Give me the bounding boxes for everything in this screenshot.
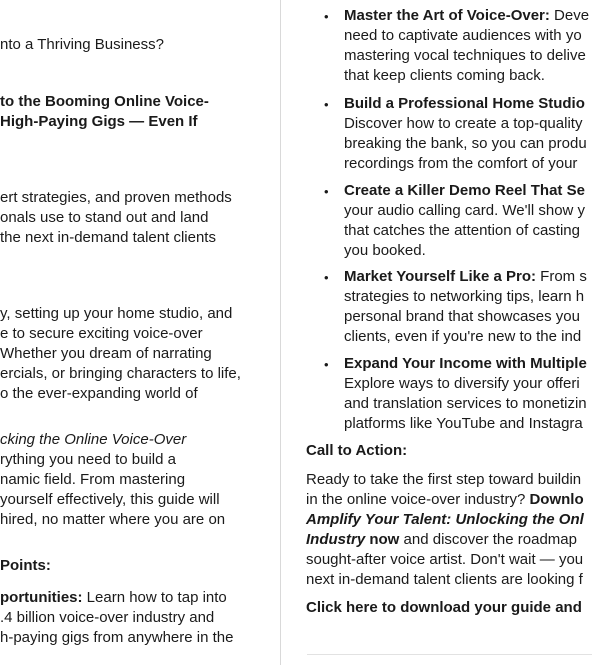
text-line: platforms like YouTube and Instagra <box>344 415 583 432</box>
text-line: o the ever-expanding world of <box>0 385 198 402</box>
text-line: recordings from the comfort of your <box>344 155 578 172</box>
book-title-run: Industry <box>306 531 366 548</box>
book-title-line: Amplify Your Talent: Unlocking the Onl <box>306 511 584 528</box>
text-line <box>0 588 227 608</box>
text-line: Whether you dream of narrating <box>0 345 212 362</box>
text-line: that catches the attention of casting <box>344 222 580 239</box>
text-line: e to secure exciting voice-over <box>0 325 203 342</box>
bullet-dot: • <box>324 184 329 199</box>
text-line: hired, no matter where you are on <box>0 511 226 528</box>
bold-lead: portunities: <box>0 589 83 606</box>
download-emphasis: Downlo <box>529 491 584 508</box>
text-line: and translation services to monetizin <box>344 395 587 412</box>
text-line: y, setting up your home studio, and <box>0 305 233 322</box>
text-line: need to captivate audiences with yo <box>344 27 582 44</box>
bullet-title: Build a Professional Home Studio <box>344 95 585 112</box>
text-line: h-paying gigs from anywhere in the <box>0 629 234 646</box>
text-line: yourself effectively, this guide will <box>0 491 220 508</box>
text-line: clients, even if you're new to the ind <box>344 328 582 345</box>
heading-line: High-Paying Gigs — Even If <box>0 113 198 130</box>
text-line: next in-demand talent clients are looking f <box>306 571 583 588</box>
text-line <box>306 490 584 510</box>
text-line: strategies to networking tips, learn h <box>344 288 585 305</box>
text-line: Ready to take the first step toward buildin <box>306 471 582 488</box>
text-line: .4 billion voice-over industry and <box>0 609 215 626</box>
bullet-title: Create a Killer Demo Reel That Se <box>344 182 585 199</box>
text-run: and discover the roadmap <box>399 531 577 548</box>
text-line: namic field. From mastering <box>0 471 186 488</box>
bullet-item-line <box>344 6 589 26</box>
text-line: sought-after voice artist. Don't wait — you <box>306 551 584 568</box>
bullet-title: Master the Art of Voice-Over: <box>344 7 550 24</box>
text-line: Explore ways to diversify your offeri <box>344 375 580 392</box>
text-run: in the online voice-over industry? <box>306 491 530 508</box>
bullet-title: Expand Your Income with Multiple <box>344 355 587 372</box>
text-run: From s <box>536 268 587 285</box>
text-line: ert strategies, and proven methods <box>0 189 232 206</box>
now-emphasis: now <box>365 531 400 548</box>
download-link[interactable]: Click here to download your guide and <box>306 599 582 616</box>
bullet-dot: • <box>324 97 329 112</box>
text-line: ercials, or bringing characters to life, <box>0 365 241 382</box>
text-line: mastering vocal techniques to delive <box>344 47 586 64</box>
bullet-item-line <box>344 267 587 287</box>
cta-heading: Call to Action: <box>306 442 408 459</box>
text-line: nto a Thriving Business? <box>0 36 164 53</box>
text-line <box>306 530 577 550</box>
bullet-title: Market Yourself Like a Pro: <box>344 268 537 285</box>
text-line: personal brand that showcases you <box>344 308 580 325</box>
text-line: you booked. <box>344 242 426 259</box>
right-column <box>280 0 592 665</box>
divider <box>307 654 592 655</box>
text-run: Learn how to tap into <box>82 589 227 606</box>
bullet-dot: • <box>324 270 329 285</box>
text-line: the next in-demand talent clients <box>0 229 216 246</box>
bullet-dot: • <box>324 9 329 24</box>
text-line: onals use to stand out and land <box>0 209 209 226</box>
text-line: your audio calling card. We'll show y <box>344 202 586 219</box>
text-line: breaking the bank, so you can produ <box>344 135 587 152</box>
left-column <box>0 0 278 665</box>
bullet-dot: • <box>324 357 329 372</box>
book-title-line: cking the Online Voice-Over <box>0 431 187 448</box>
heading-line: to the Booming Online Voice- <box>0 93 209 110</box>
text-line: rything you need to build a <box>0 451 176 468</box>
section-heading: Points: <box>0 557 51 574</box>
text-line: that keep clients coming back. <box>344 67 545 84</box>
text-run: Deve <box>549 7 590 24</box>
text-line: Discover how to create a top-quality <box>344 115 583 132</box>
